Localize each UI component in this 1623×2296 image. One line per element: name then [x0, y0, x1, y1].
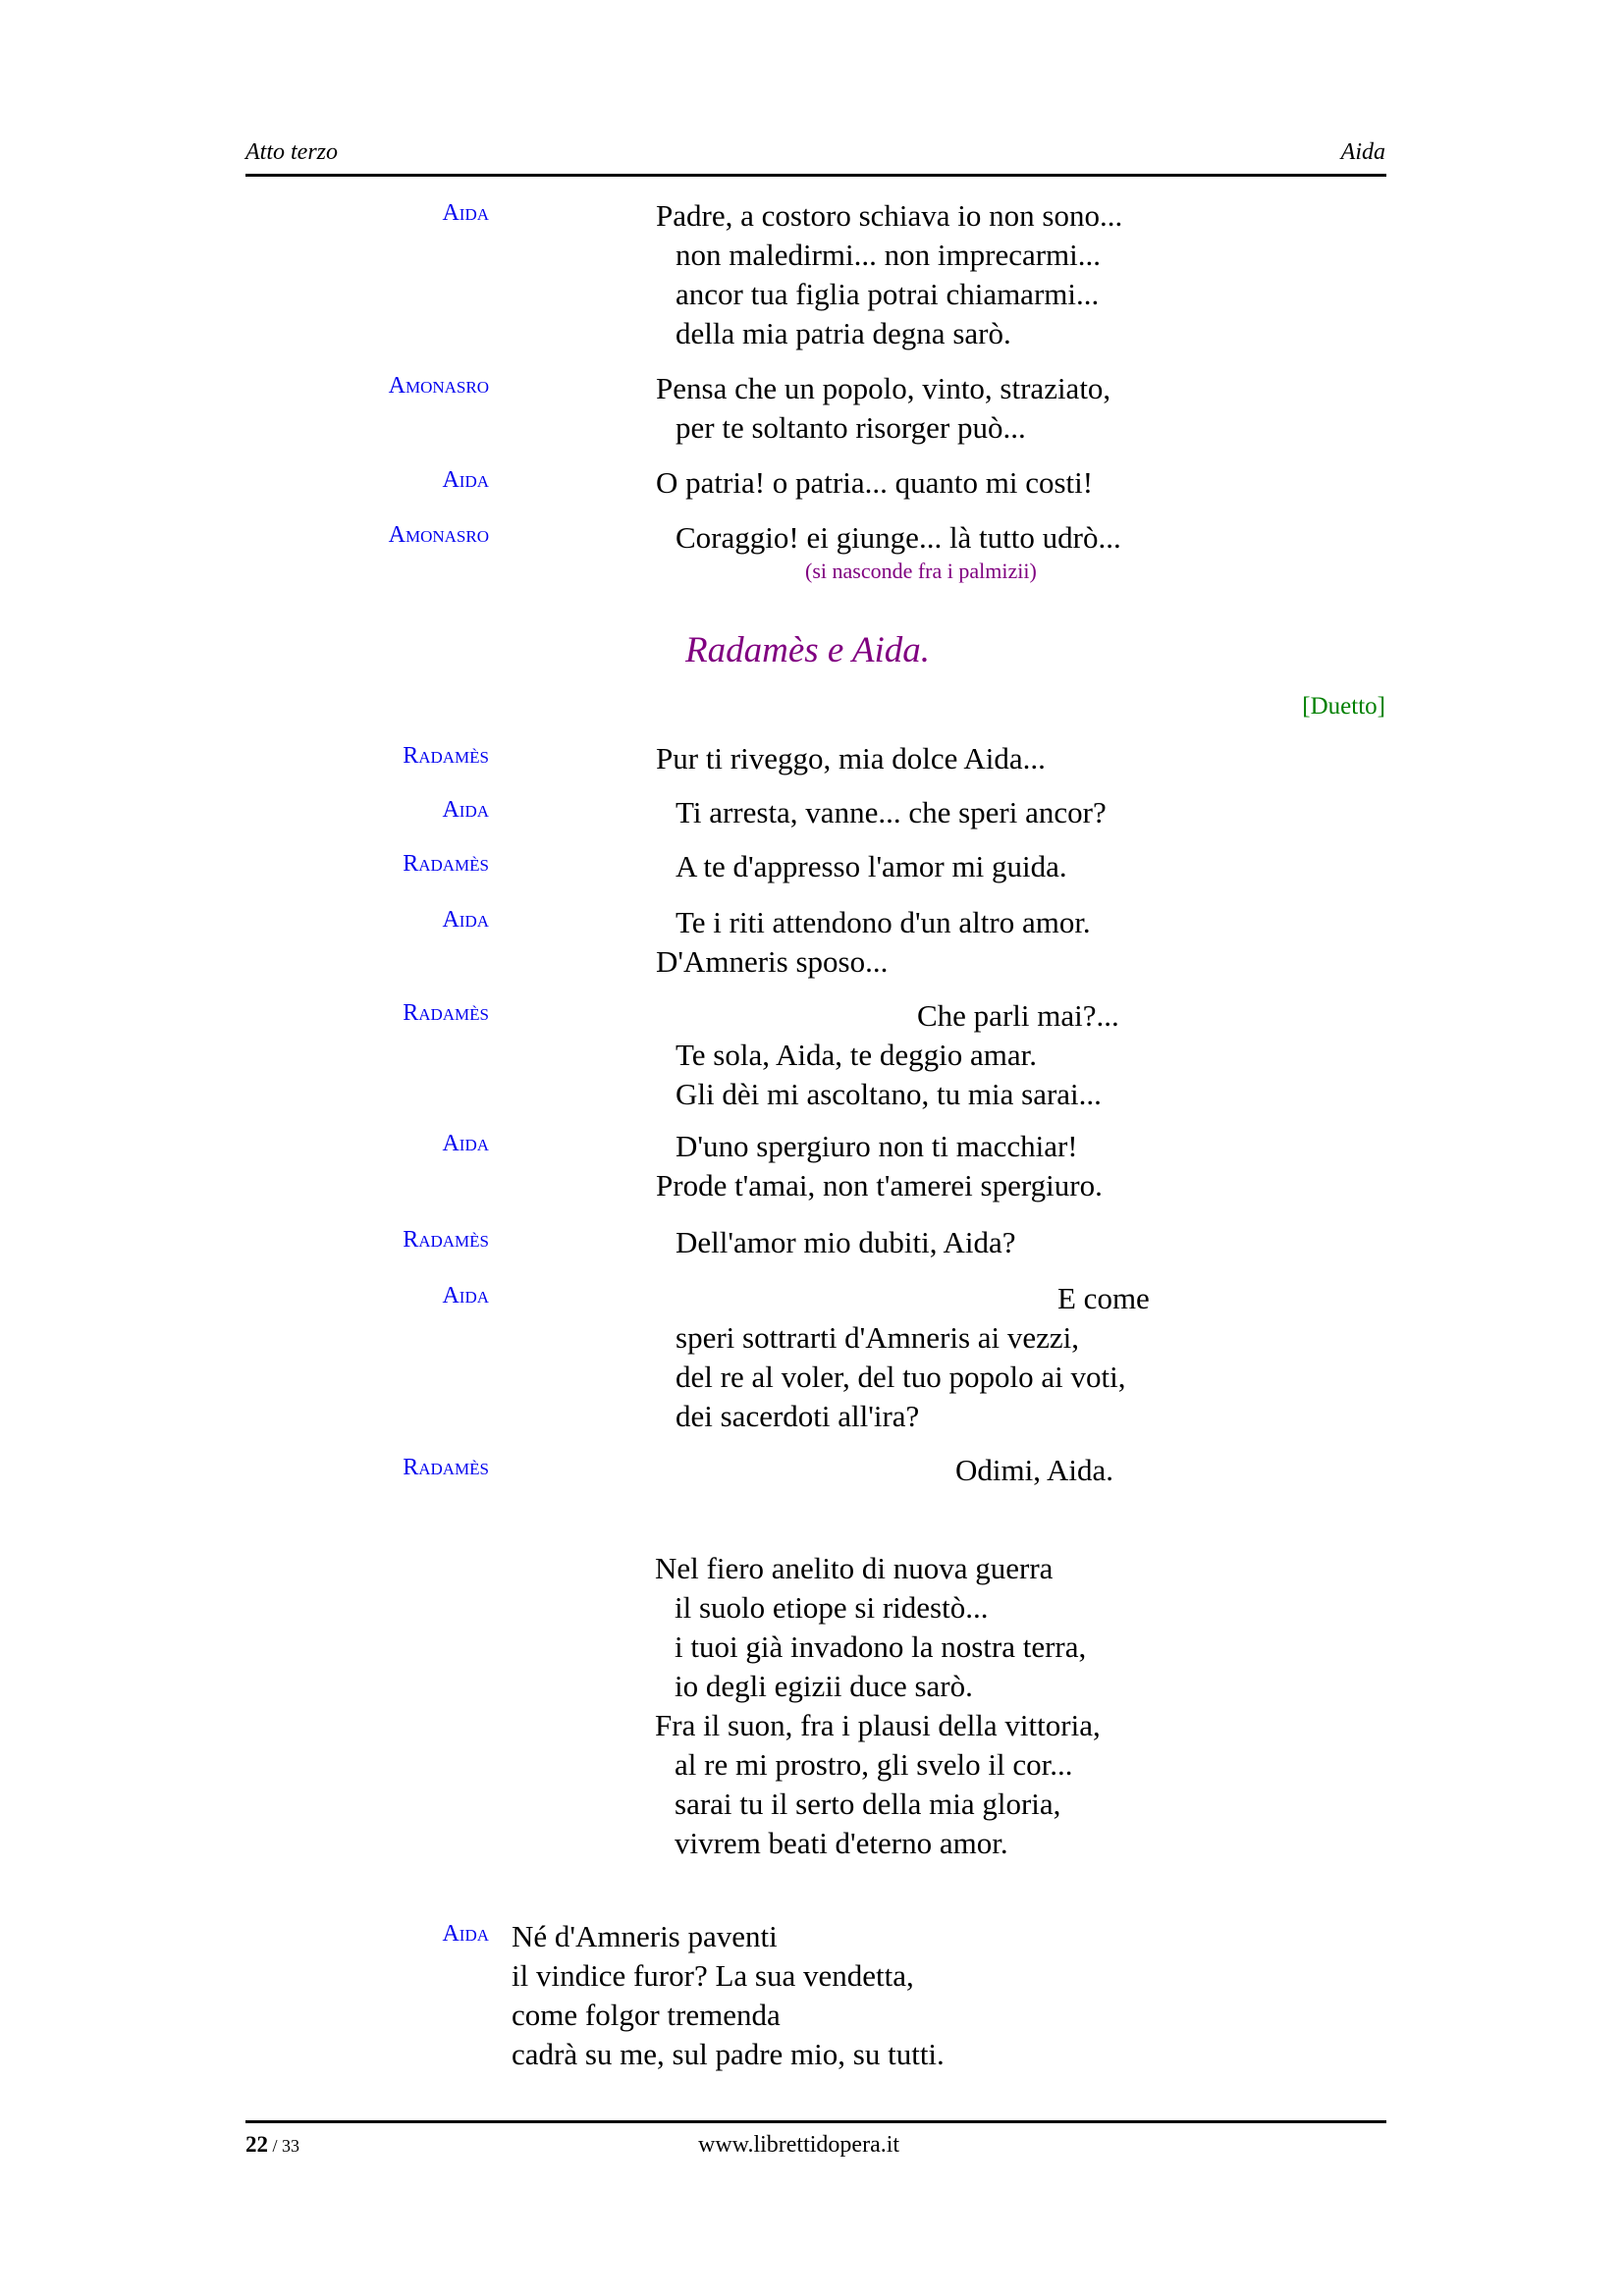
- speaker-label: Aida: [442, 1283, 489, 1308]
- verse-line: io degli egizii duce sarò.: [675, 1669, 973, 1703]
- verse-line: E come: [1057, 1281, 1150, 1315]
- speaker-label: Aida: [442, 1921, 489, 1947]
- speaker-label: Aida: [442, 1131, 489, 1156]
- verse-line: Nel fiero anelito di nuova guerra: [655, 1551, 1054, 1585]
- verse-line: vivrem beati d'eterno amor.: [675, 1826, 1008, 1860]
- verse-line: del re al voler, del tuo popolo ai voti,: [676, 1360, 1126, 1394]
- speaker-label: Radamès: [403, 1455, 489, 1480]
- verse-line: come folgor tremenda: [512, 1998, 781, 2032]
- verse-line: per te soltanto risorger può...: [676, 410, 1026, 445]
- verse-line: Coraggio! ei giunge... là tutto udrò...: [676, 520, 1121, 555]
- verse-line: Ti arresta, vanne... che speri ancor?: [676, 795, 1107, 829]
- verse-line: al re mi prostro, gli svelo il cor...: [675, 1747, 1073, 1782]
- running-header-title: Aida: [1340, 139, 1385, 165]
- verse-line: il suolo etiope si ridestò...: [675, 1590, 989, 1625]
- verse-line: i tuoi già invadono la nostra terra,: [675, 1629, 1087, 1664]
- stage-direction: (si nasconde fra i palmizii): [805, 559, 1037, 583]
- verse-line: Te i riti attendono d'un altro amor.: [676, 905, 1091, 939]
- verse-line: sarai tu il serto della mia gloria,: [675, 1787, 1061, 1821]
- speaker-label: Amonasro: [388, 522, 489, 548]
- verse-line: speri sottrarti d'Amneris ai vezzi,: [676, 1320, 1080, 1355]
- footer-rule: [245, 2120, 1386, 2123]
- page-number: [245, 2130, 299, 2161]
- speaker-label: Aida: [442, 907, 489, 933]
- verse-line: Odimi, Aida.: [955, 1453, 1114, 1487]
- verse-line: della mia patria degna sarò.: [676, 316, 1011, 350]
- verse-line: Pensa che un popolo, vinto, straziato,: [656, 371, 1111, 405]
- speaker-label: Radamès: [403, 1000, 489, 1026]
- verse-line: A te d'appresso l'amor mi guida.: [676, 849, 1067, 883]
- verse-line: dei sacerdoti all'ira?: [676, 1399, 920, 1433]
- total-pages: / 33: [268, 2136, 300, 2156]
- verse-line: O patria! o patria... quanto mi costi!: [656, 465, 1094, 500]
- verse-line: Fra il suon, fra i plausi della vittoria,: [655, 1708, 1101, 1742]
- speaker-label: Radamès: [403, 1227, 489, 1253]
- speaker-label: Radamès: [403, 851, 489, 877]
- verse-line: Dell'amor mio dubiti, Aida?: [676, 1225, 1016, 1259]
- musical-number: [Duetto]: [1302, 693, 1385, 720]
- verse-line: Pur ti riveggo, mia dolce Aida...: [656, 741, 1046, 775]
- speaker-label: Aida: [442, 467, 489, 493]
- verse-line: Prode t'amai, non t'amerei spergiuro.: [656, 1168, 1103, 1202]
- verse-line: D'Amneris sposo...: [656, 944, 889, 979]
- verse-line: Te sola, Aida, te deggio amar.: [676, 1038, 1038, 1072]
- site-url[interactable]: www.librettidopera.it: [698, 2132, 900, 2158]
- speaker-label: Aida: [442, 797, 489, 823]
- speaker-label: Amonasro: [388, 373, 489, 399]
- speaker-label: Aida: [442, 200, 489, 226]
- verse-line: Né d'Amneris paventi: [512, 1919, 778, 1953]
- verse-line: Che parli mai?...: [917, 998, 1119, 1033]
- header-rule: [245, 174, 1386, 177]
- verse-line: Gli dèi mi ascoltano, tu mia sarai...: [676, 1077, 1102, 1111]
- running-header-act: Atto terzo: [245, 139, 338, 165]
- speaker-label: Radamès: [403, 743, 489, 769]
- verse-line: il vindice furor? La sua vendetta,: [512, 1958, 914, 1993]
- verse-line: cadrà su me, sul padre mio, su tutti.: [512, 2037, 945, 2071]
- current-page: 22: [245, 2132, 268, 2157]
- verse-line: Padre, a costoro schiava io non sono...: [656, 198, 1123, 233]
- verse-line: D'uno spergiuro non ti macchiar!: [676, 1129, 1078, 1163]
- scene-title: Radamès e Aida.: [685, 630, 931, 670]
- verse-line: non maledirmi... non imprecarmi...: [676, 238, 1102, 272]
- verse-line: ancor tua figlia potrai chiamarmi...: [676, 277, 1100, 311]
